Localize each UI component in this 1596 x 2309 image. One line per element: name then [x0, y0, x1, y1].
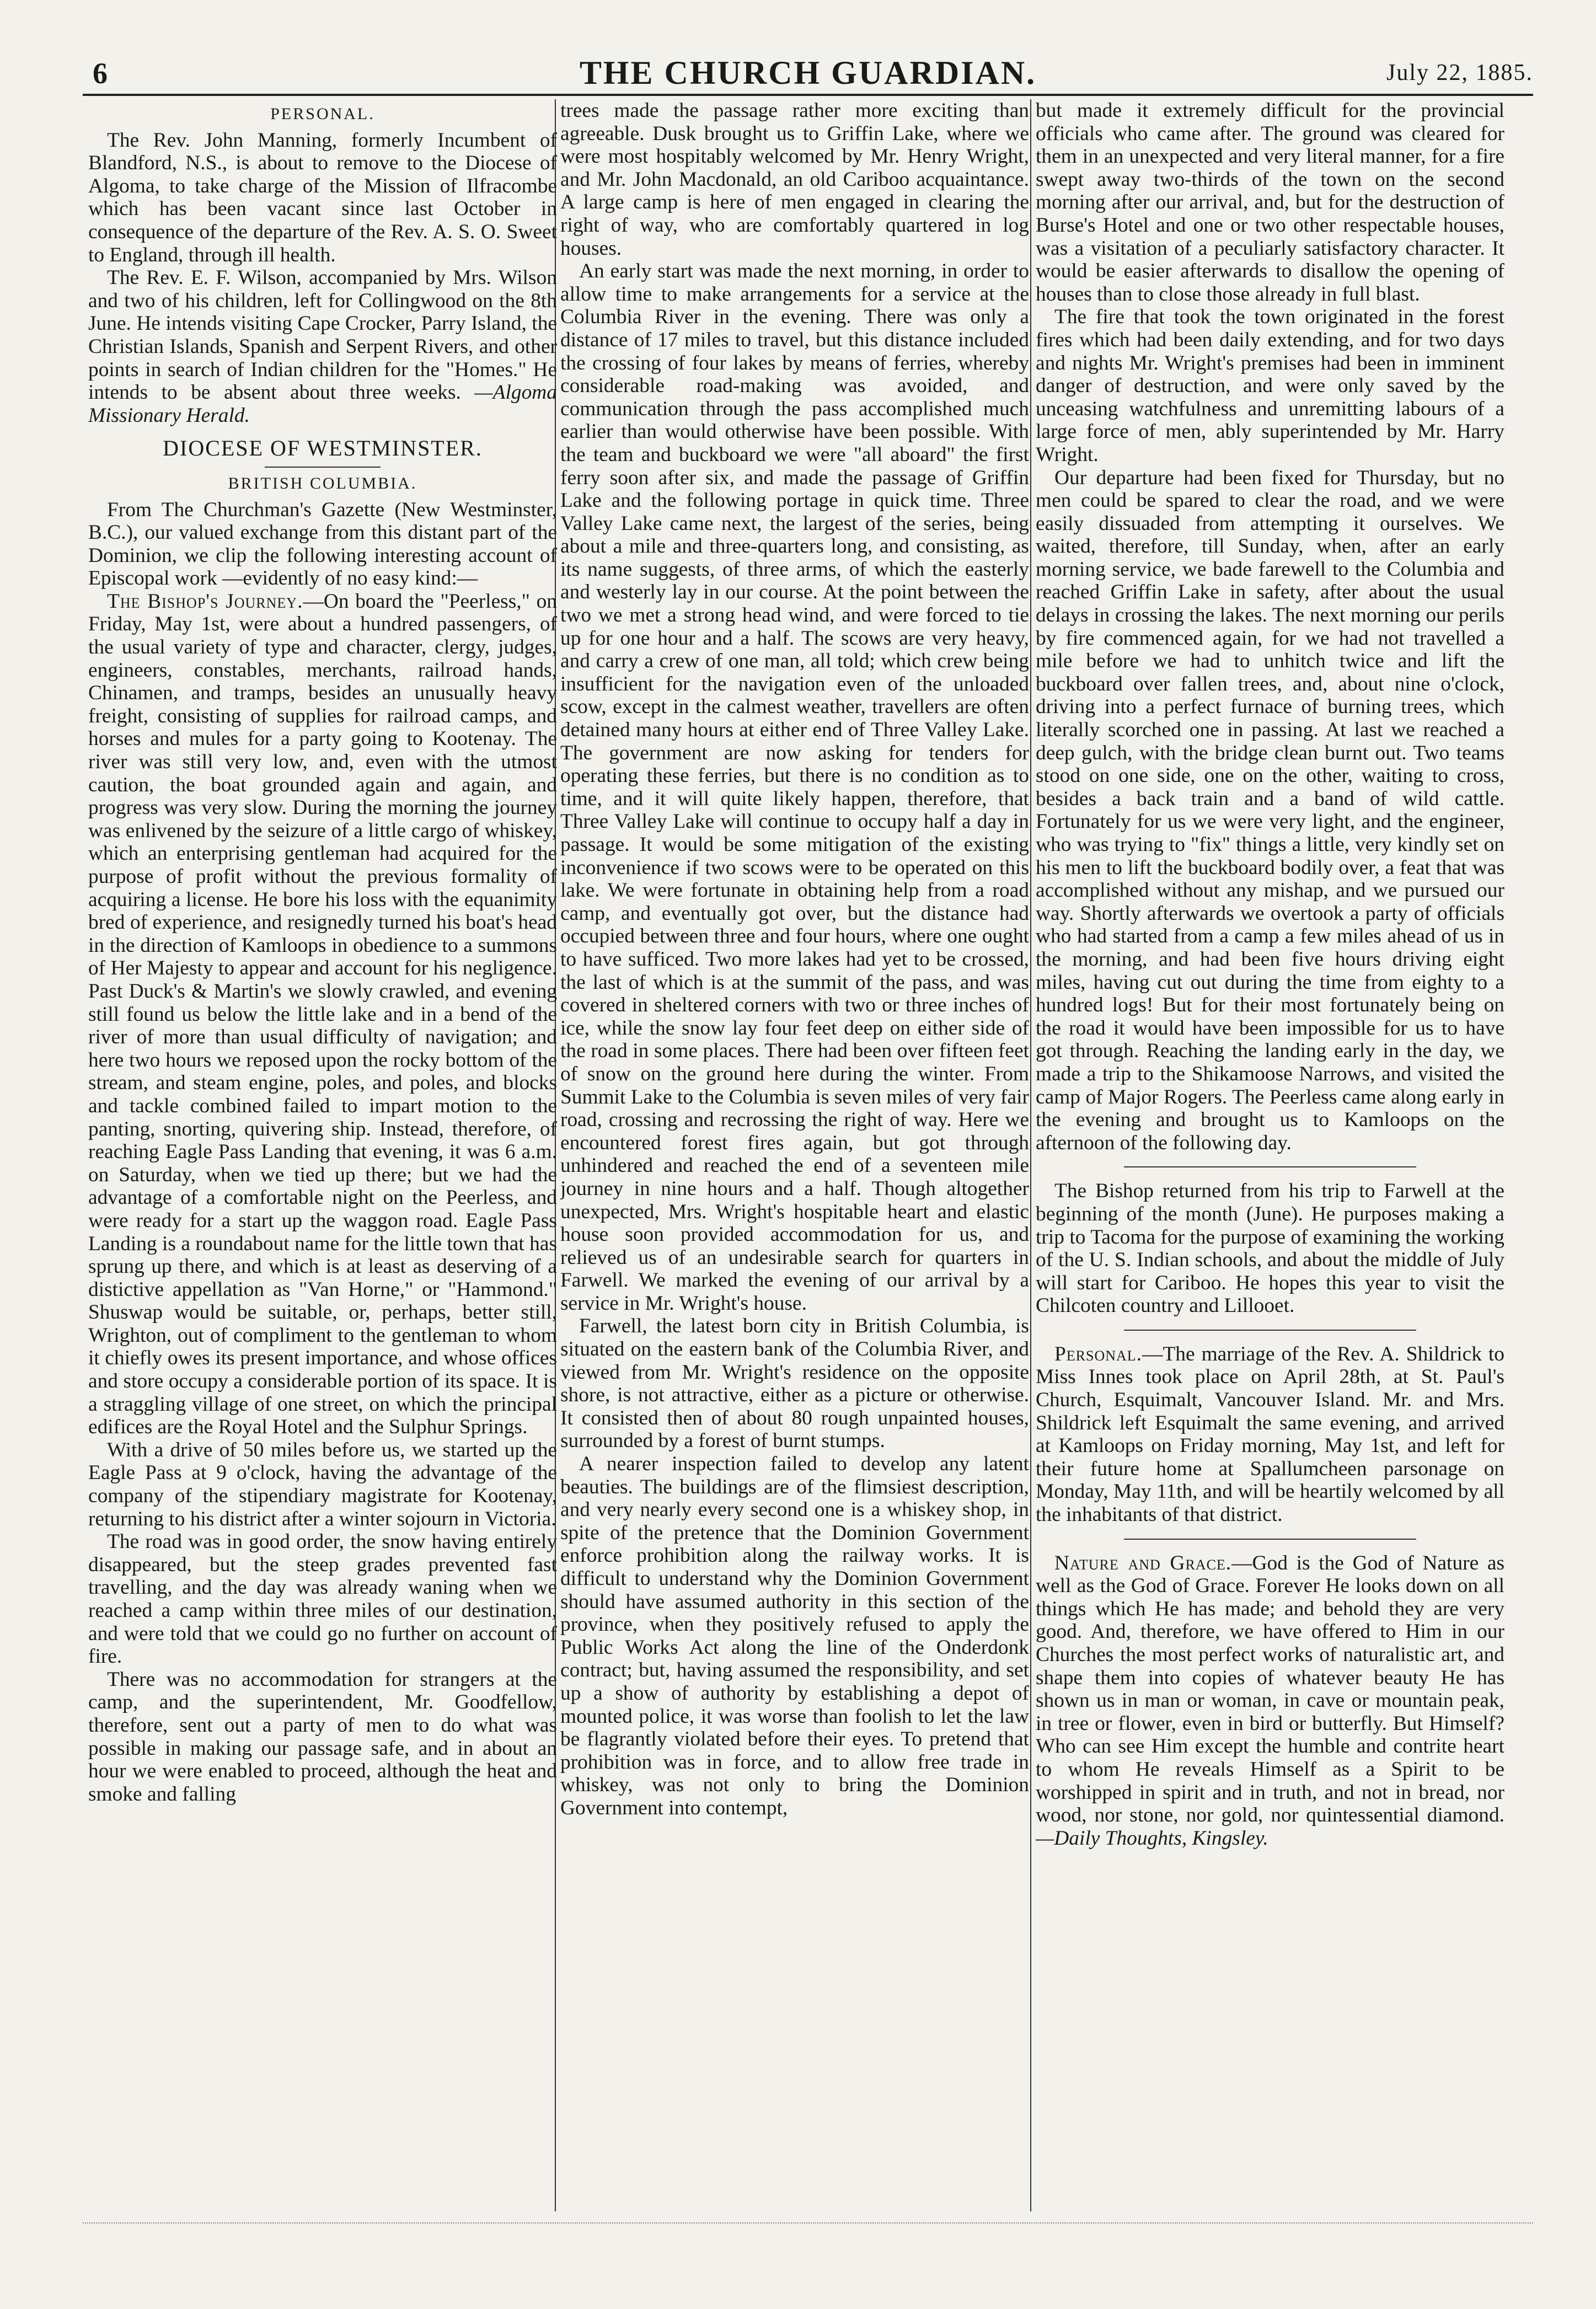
- masthead-rule: [83, 94, 1533, 96]
- article-paragraph: An early start was made the next morning, in order to allow time to make arrangements for a service at the Columbia River in the evening. There was only a distance of 17 miles to travel, but this distance included the crossing of four lakes by means of ferries, whereby considerable road-making was avoided, and communication through the pass accomplished much earlier than would otherwise have been possible. With the team and buckboard we were "all aboard" the first ferry soon after six, and made the passage of Griffin Lake and the following portage in quick time. Three Valley Lake came next, the largest of the series, being about a mile and three-quarters long, and consisting, as its name suggests, of three arms, of which the easterly and westerly lay in our course. At the point between the two we met a strong head wind, and were forced to tie up for one hour and a half. The scows are very heavy, and carry a crew of one man, all told; which crew being insufficient for the navigation even of the unloaded scow, except in the calmest weather, travellers are often detained many hours at either end of Three Valley Lake. The government are now asking for tenders for operating these ferries, but there is no condition as to time, and it will quite likely happen, therefore, that Three Valley Lake will continue to occupy half a day in passage. It would be some mitigation of the existing inconvenience if two scows were to be operated on this lake. We were fortunate in obtaining help from a road camp, and eventually got over, but the distance had occupied between three and four hours, where one ought to have sufficed. Two more lakes had yet to be crossed, the last of which is at the summit of the pass, and was covered in sheltered corners with two or three inches of ice, while the snow lay four feet deep on either side of the road in some places. There had been over fifteen feet of snow on the ground here during the winter. From Summit Lake to the Columbia is seven miles of very fair road, crossing and recrossing the right of way. Here we encountered forest fires again, but got through unhindered and reached the end of a seventeen mile journey in nine hours and a half. Though altogether unexpected, Mrs. Wright's hospitable heart and elastic house soon provided accommodation for us, and relieved us of an undesirable search for quarters in Farwell. We marked the evening of our arrival by a service in Mr. Wright's house.: [560, 260, 1029, 1315]
- paragraph-lead: Personal.: [1054, 1342, 1143, 1365]
- page-bottom-edge: [83, 2222, 1533, 2246]
- article-paragraph: With a drive of 50 miles before us, we started up the Eagle Pass at 9 o'clock, having the advantage of the company of the stipendiary magistrate for Kootenay, returning to his district after a winter sojourn in Victoria.: [88, 1438, 557, 1530]
- article-paragraph: [1036, 1343, 1504, 1526]
- article-paragraph: The fire that took the town originated in the forest fires which had been daily extending, and for two days and nights Mr. Wright's premises had been in imminent danger of destruction, and were only saved by the unceasing watchfulness and unremitting labours of a large force of men, ably superintended by Mr. Harry Wright.: [1036, 306, 1504, 466]
- column-2: [560, 99, 1029, 2211]
- article-paragraph: The Rev. John Manning, formerly Incumbent of Blandford, N.S., is about to remove to the Diocese of Algoma, to take charge of the Mission of Ilfracombe which has been vacant since last October in consequence of the departure of the Rev. A. S. O. Sweet to England, through ill health.: [88, 128, 557, 266]
- paragraph-text: The Rev. E. F. Wilson, accompanied by Mrs. Wilson and two of his children, left for Collingwood on the 8th June. He intends visiting Cape Crocker, Parry Island, the Christian Islands, Spanish and Serpent Rivers, and other points in search of Indian children for the "Homes." He intends to be absent about three weeks.: [88, 266, 557, 404]
- article-paragraph: Farwell, the latest born city in British Columbia, is situated on the eastern bank of the Columbia River, and viewed from Mr. Wright's residence on the opposite shore, is not attractive, either as a picture or otherwise. It consisted then of about 80 rough unpainted houses, surrounded by a forest of burnt stumps.: [560, 1315, 1029, 1453]
- article-paragraph: [88, 266, 557, 427]
- article-paragraph: The road was in good order, the snow having entirely disappeared, but the steep grades prevented fast travelling, and the day was already waning when we reached a camp within three miles of our destination, and were told that we could go no further on account of fire.: [88, 1530, 557, 1668]
- paragraph-lead: The Bishop's Journey.: [107, 590, 303, 613]
- article-paragraph: There was no accommodation for strangers at the camp, and the superintendent, Mr. Goodfellow, therefore, sent out a party of men to do what was possible in making our passage safe, and in about an hour we were enabled to proceed, although the heat and smoke and falling: [88, 1668, 557, 1806]
- source-credit: —Algoma Missionary Herald.: [88, 381, 557, 427]
- column-3: [1036, 99, 1504, 2211]
- page-number: 6: [93, 57, 108, 90]
- column-1: [88, 99, 557, 2211]
- paragraph-text: —On board the "Peerless," on Friday, May 1st, were about a hundred passengers, of the usual variety of type and character, clergy, judges, engineers, constables, merchants, railroad hands, Chinamen, and tramps, besides an unusually heavy freight, consisting of supplies for railroad camps, and horses and mules for a party going to Kootenay. The river was still very low, and, even with the utmost caution, the boat grounded again and again, and progress was very slow. During the morning the journey was enlivened by the seizure of a little cargo of whiskey, which an enterprising gentleman had acquired for the purpose of profit without the previous formality of acquiring a license. He bore his loss with the equanimity bred of experience, and resignedly turned his boat's head in the direction of Kamloops in obedience to a summons of Her Majesty to appear and account for his negligence. Past Duck's & Martin's we slowly crawled, and evening still found us below the little lake and in a bend of the river of more than usual difficulty of navigation; and here two hours we reposed upon the rocky bottom of the stream, and steam engine, poles, and poles, and blocks and tackle combined failed to impart motion to the panting, snorting, quivering ship. Instead, therefore, of reaching Eagle Pass Landing that evening, it was 6 a.m. on Saturday, when we tied up there; but we had the advantage of a comfortable night on the Peerless, and were ready for a start up the waggon road. Eagle Pass Landing is a roundabout name for the little town that has sprung up there, and which is at least as deserving of a distictive appellation as "Van Horne," or "Hammond." Shuswap would be suitable, or, perhaps, better still, Wrighton, out of compliment to the gentleman to whom it chiefly owes its present importance, and whose offices and store occupy a considerable portion of its space. It is a straggling village of one street, on which the principal edifices are the Royal Hotel and the Sulphur Springs.: [88, 590, 557, 1439]
- section-rule: [1124, 1330, 1416, 1331]
- subheading-british-columbia: BRITISH COLUMBIA.: [228, 474, 417, 492]
- article-paragraph: but made it extremely difficult for the provincial officials who came after. The ground was cleared for them in an unexpected and very literal manner, for a fire swept away two-thirds of the town on the second morning after our arrival, and, but for the destruction of Burse's Hotel and one or two other respectable houses, was a visitation of a peculiarly satisfactory character. It would be easier afterwards to disallow the opening of houses than to close those already in full blast.: [1036, 99, 1504, 306]
- section-heading-diocese: DIOCESE OF WESTMINSTER.: [163, 436, 483, 461]
- article-paragraph: Our departure had been fixed for Thursday, but no men could be spared to clear the road, and we were easily dissuaded from attempting it ourselves. We waited, therefore, till Sunday, when, after an early morning service, we bade farewell to the Columbia and reached Griffin Lake in safety, after about the usual delays in crossing the lakes. The next morning our perils by fire commenced again, for we had not travelled a mile before we had to unhitch twice and lift the buckboard over fallen trees, and, about nine o'clock, driving into a perfect furnace of burning trees, which literally scorched one in passing. At last we reached a deep gulch, with the bridge clean burnt out. Two teams stood on one side, one on the other, waiting to cross, besides a back train and a band of wild cattle. Fortunately for us we were very light, and the engineer, who was trying to "fix" things a little, very kindly set on his men to lift the buckboard bodily over, a feat that was accomplished without any mishap, and we pursued our way. Shortly afterwards we overtook a party of officials who had started from a camp a few miles ahead of us in the morning, and had been five hours driving eight miles, having cut out during the time from eighty to a hundred logs! But for their most fortunately being on the road it would have been impossible for us to have got through. Reaching the landing early in the day, we made a trip to the Shikamoose Narrows, and visited the camp of Major Rogers. The Peerless came along early in the evening and brought us to Kamloops on the afternoon of the following day.: [1036, 466, 1504, 1154]
- article-paragraph: From The Churchman's Gazette (New Westminster, B.C.), our valued exchange from this distant part of the Dominion, we clip the following interesting account of Episcopal work —evidently of no easy kind:—: [88, 498, 557, 590]
- section-heading-personal: PERSONAL.: [270, 105, 375, 123]
- section-rule: [1124, 1539, 1416, 1540]
- article-paragraph: trees made the passage rather more exciting than agreeable. Dusk brought us to Griffin Lake, where we were most hospitably welcomed by Mr. Henry Wright, and Mr. John Macdonald, an old Cariboo acquaintance. A large camp is here of men engaged in clearing the right of way, who are comfortably quartered in log houses.: [560, 99, 1029, 260]
- article-paragraph: A nearer inspection failed to develop any latent beauties. The buildings are of the flimsiest description, and very nearly every second one is a whiskey shop, in spite of the pretence that the Dominion Government enforce prohibition along the railway works. It is difficult to understand why the Dominion Government should have assumed authority in this section of the province, when they positively refused to apply the Public Works Act along the line of the Onderdonk contract; but, having assumed the responsibility, and set up a show of authority by establishing a depot of mounted police, it was worse than foolish to let the law be flagrantly violated before their eyes. To pretend that prohibition was in force, and to allow free trade in whiskey, was not only to bring the Dominion Government into contempt,: [560, 1453, 1029, 1819]
- paragraph-text: —God is the God of Nature as well as the God of Grace. Forever He looks down on all things which He has made; and behold they are very good. And, therefore, we have offered to Him in our Churches the most perfect works of naturalistic art, and shape them into copies of whatever beauty He has shown us in man or woman, in cave or mountain peak, in tree or flower, even in bird or butterfly. But Himself? Who can see Him except the humble and contrite heart to whom He reveals Himself as a Spirit to be worshipped in spirit and in truth, and not in bread, nor wood, nor stone, nor gold, nor quintessential diamond.: [1036, 1551, 1504, 1827]
- section-rule: [1124, 1166, 1416, 1167]
- issue-date: July 22, 1885.: [1386, 60, 1533, 85]
- masthead: [83, 54, 1533, 93]
- heading-rule: [265, 467, 381, 468]
- article-paragraph: [1036, 1552, 1504, 1850]
- article-paragraph: [88, 590, 557, 1439]
- source-credit: —Daily Thoughts, Kingsley.: [1036, 1826, 1268, 1850]
- newspaper-title: THE CHURCH GUARDIAN.: [579, 55, 1037, 91]
- article-paragraph: The Bishop returned from his trip to Farwell at the beginning of the month (June). He purposes making a trip to Tacoma for the purpose of examining the working of the U. S. Indian schools, and about the middle of July will start for Cariboo. He hopes this year to visit the Chilcoten country and Lillooet.: [1036, 1180, 1504, 1317]
- paragraph-lead: Nature and Grace.: [1054, 1551, 1232, 1574]
- column-divider: [1030, 99, 1031, 2211]
- paragraph-text: —The marriage of the Rev. A. Shildrick to Miss Innes took place on April 28th, at St. Paul's Church, Esquimalt, Vancouver Island. Mr. and Mrs. Shildrick left Esquimalt the same evening, and arrived at Kamloops on Friday morning, May 1st, and left for their future home at Spallumcheen parsonage on Monday, May 11th, and will be heartily welcomed by all the inhabitants of that district.: [1036, 1342, 1504, 1526]
